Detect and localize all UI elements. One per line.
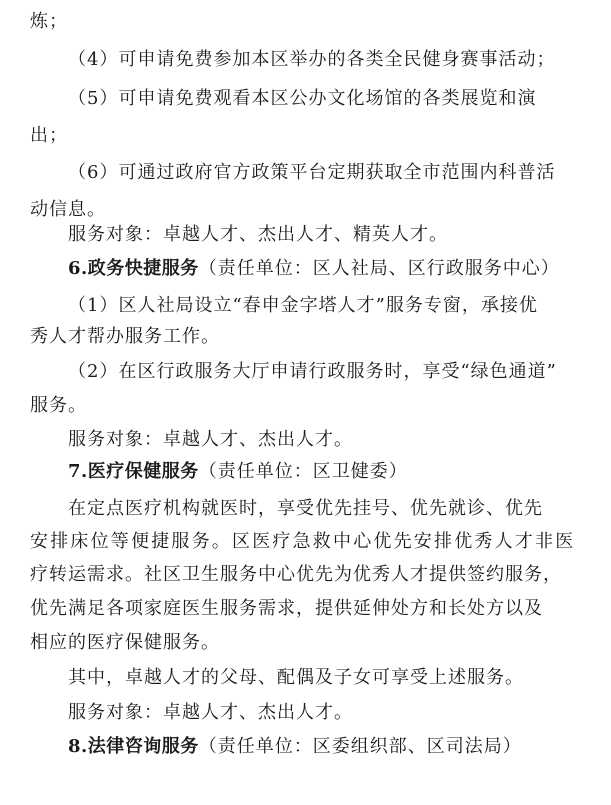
paragraph-line bbox=[30, 10, 68, 34]
paragraph-line bbox=[30, 563, 562, 587]
paragraph-line bbox=[30, 394, 87, 418]
paragraph-line bbox=[68, 666, 524, 690]
line-text: 服务对象：卓越人才、杰出人才。 bbox=[68, 702, 353, 723]
line-text: 服务对象：卓越人才、杰出人才。 bbox=[68, 429, 353, 450]
line-text: 优先满足各项家庭医生服务需求，提供延伸处方和长处方以及 bbox=[30, 598, 543, 619]
paragraph-line bbox=[68, 294, 538, 318]
paragraph-line bbox=[30, 325, 220, 349]
service-target-line bbox=[68, 223, 448, 247]
section-heading bbox=[68, 735, 522, 759]
line-text: 出； bbox=[30, 125, 68, 146]
paragraph-line bbox=[30, 631, 220, 655]
line-text: 服务。 bbox=[30, 395, 87, 416]
section-heading-title: 8.法律咨询服务 bbox=[68, 736, 199, 757]
paragraph-line bbox=[30, 597, 543, 621]
line-text: 炼； bbox=[30, 11, 68, 32]
line-text: 在定点医疗机构就医时，享受优先挂号、优先就诊、优先 bbox=[68, 498, 543, 519]
line-text: 相应的医疗保健服务。 bbox=[30, 632, 220, 653]
paragraph-line bbox=[68, 48, 555, 72]
paragraph-line bbox=[68, 360, 557, 384]
line-text: 其中，卓越人才的父母、配偶及子女可享受上述服务。 bbox=[68, 667, 524, 688]
section-heading-title: 7.医疗保健服务 bbox=[68, 461, 199, 482]
line-text: （5）可申请免费观看本区公办文化场馆的各类展览和演 bbox=[68, 88, 537, 109]
line-text: 秀人才帮办服务工作。 bbox=[30, 326, 220, 347]
line-text: （6）可通过政府官方政策平台定期获取全市范围内科普活 bbox=[68, 162, 556, 183]
section-heading bbox=[68, 460, 408, 484]
line-text: （2）在区行政服务大厅申请行政服务时，享受“绿色通道” bbox=[68, 361, 557, 382]
paragraph-line bbox=[30, 124, 68, 148]
section-heading-note: （责任单位：区卫健委） bbox=[198, 461, 408, 482]
line-text: 动信息。 bbox=[30, 199, 106, 220]
paragraph-line bbox=[30, 198, 106, 222]
paragraph-line bbox=[30, 530, 575, 554]
line-text: （1）区人社局设立“春申金字塔人才”服务专窗，承接优 bbox=[68, 295, 538, 316]
section-heading-title: 6.政务快捷服务 bbox=[68, 258, 199, 279]
section-heading-note: （责任单位：区人社局、区行政服务中心） bbox=[198, 258, 560, 279]
paragraph-line bbox=[68, 497, 543, 521]
line-text: 安排床位等便捷服务。区医疗急救中心优先安排优秀人才非医 bbox=[30, 531, 576, 552]
line-text: 疗转运需求。社区卫生服务中心优先为优秀人才提供签约服务， bbox=[30, 564, 562, 585]
section-heading bbox=[68, 257, 560, 281]
line-text: （4）可申请免费参加本区举办的各类全民健身赛事活动； bbox=[68, 49, 556, 70]
service-target-line bbox=[68, 701, 353, 725]
section-heading-note: （责任单位：区委组织部、区司法局） bbox=[198, 736, 522, 757]
line-text: 服务对象：卓越人才、杰出人才、精英人才。 bbox=[68, 224, 448, 245]
paragraph-line bbox=[68, 87, 536, 111]
paragraph-line bbox=[68, 161, 555, 185]
service-target-line bbox=[68, 428, 353, 452]
